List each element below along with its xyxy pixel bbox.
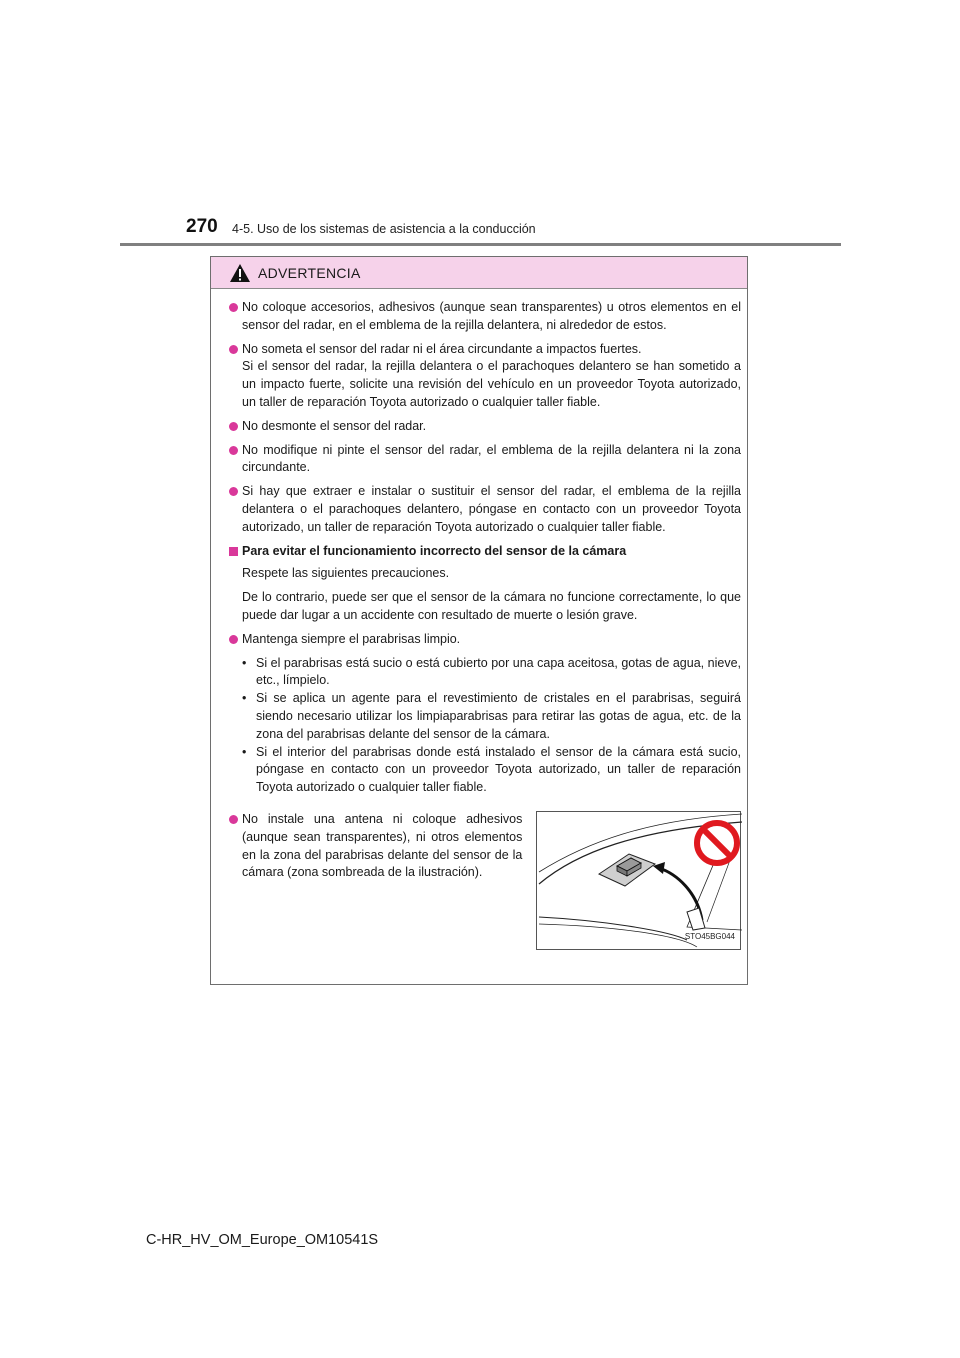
bullet-circle-icon <box>229 446 238 455</box>
camera-para-2: De lo contrario, puede ser que el sensor de la cámara no funcione correctamente, lo que puede dar lugar a un accidente con resultado de muerte o lesión grave. <box>242 590 741 622</box>
sub-item-text: Si se aplica un agente para el revestimiento de cristales en el parabrisas, seguirá siendo necesario utilizar los limpiaparabrisas para retirar las gotas de agua, etc. de la zona del parabrisas delante del sensor de la cámara. <box>256 691 741 741</box>
sub-item <box>242 655 741 691</box>
bullet-circle-icon <box>229 635 238 644</box>
warning-item-text: No modifique ni pinte el sensor del radar, el emblema de la rejilla delantera ni la zona circundante. <box>242 442 741 475</box>
warning-item <box>229 299 741 335</box>
warning-body <box>211 289 747 950</box>
camera-section-heading <box>229 543 741 561</box>
bullet-circle-icon <box>229 345 238 354</box>
camera-item <box>229 631 741 797</box>
camera-item-text: No instale una antena ni coloque adhesivos (aunque sean transparentes), ni otros elementos en la zona del parabrisas delante del sensor de la cámara (zona sombreada de la ilustración). <box>242 811 523 880</box>
warning-item-text: No someta el sensor del radar ni el área circundante a impactos fuertes. <box>242 341 642 356</box>
page-number: 270 <box>186 216 218 237</box>
warning-item <box>229 418 741 436</box>
bullet-circle-icon <box>229 303 238 312</box>
sub-item-text: Si el parabrisas está sucio o está cubierto por una capa aceitosa, gotas de agua, nieve, etc., límpielo. <box>256 655 741 688</box>
bullet-square-icon <box>229 547 238 556</box>
sub-item-marker: • <box>242 655 247 670</box>
warning-item <box>229 483 741 536</box>
warning-triangle-icon <box>229 263 251 283</box>
sub-item-list <box>242 655 741 797</box>
bullet-circle-icon <box>229 422 238 431</box>
illustration-row <box>229 811 741 950</box>
warning-title: ADVERTENCIA <box>258 264 361 281</box>
sub-item-marker: • <box>242 744 247 759</box>
camera-item-text: Mantenga siempre el parabrisas limpio. <box>242 631 461 646</box>
prohibition-icon <box>697 823 737 863</box>
header-rule <box>120 243 841 246</box>
warning-box <box>210 256 748 985</box>
sub-item-marker: • <box>242 691 247 706</box>
sub-item <box>242 744 741 797</box>
camera-item <box>229 811 522 944</box>
warning-item-text: No desmonte el sensor del radar. <box>242 418 427 433</box>
bullet-circle-icon <box>229 815 238 824</box>
warning-item <box>229 341 741 412</box>
sub-item-text: Si el interior del parabrisas donde está instalado el sensor de la cámara está sucio, póngase en contacto con un proveedor Toyota autorizado, un taller de reparación Toyota autorizado o cualquier taller fiable. <box>256 744 741 795</box>
footer-doc-id: C-HR_HV_OM_Europe_OM10541S <box>146 1232 379 1248</box>
warning-item-continuation: Si el sensor del radar, la rejilla delantera o el parachoques delantero se han sometido a un impacto fuerte, solicite una revisión del vehículo en un proveedor Toyota autorizado, un taller de reparación Toyota autorizado o cualquier taller fiable. <box>242 359 741 409</box>
warning-header <box>211 257 747 289</box>
bullet-circle-icon <box>229 487 238 496</box>
section-title: 4-5. Uso de los sistemas de asistencia a la conducción <box>232 222 536 236</box>
warning-item-text: Si hay que extraer e instalar o sustituir el sensor del radar, el emblema de la rejilla delantera o el parachoques delantero, póngase en contacto con un proveedor Toyota autorizado, un taller de reparación Toyota autorizado o cualquier taller fiable. <box>242 484 741 534</box>
sub-item <box>242 690 741 743</box>
warning-item <box>229 442 741 478</box>
camera-para-1: Respete las siguientes precauciones. <box>242 566 450 581</box>
windshield-illustration <box>536 811 741 950</box>
warning-item-text: No coloque accesorios, adhesivos (aunque sean transparentes) u otros elementos en el sensor del radar, en el emblema de la rejilla delantera, ni alrededor de estos. <box>242 300 741 332</box>
camera-section-heading-text: Para evitar el funcionamiento incorrecto del sensor de la cámara <box>242 543 627 558</box>
figure-code: STO45BG044 <box>684 932 735 942</box>
